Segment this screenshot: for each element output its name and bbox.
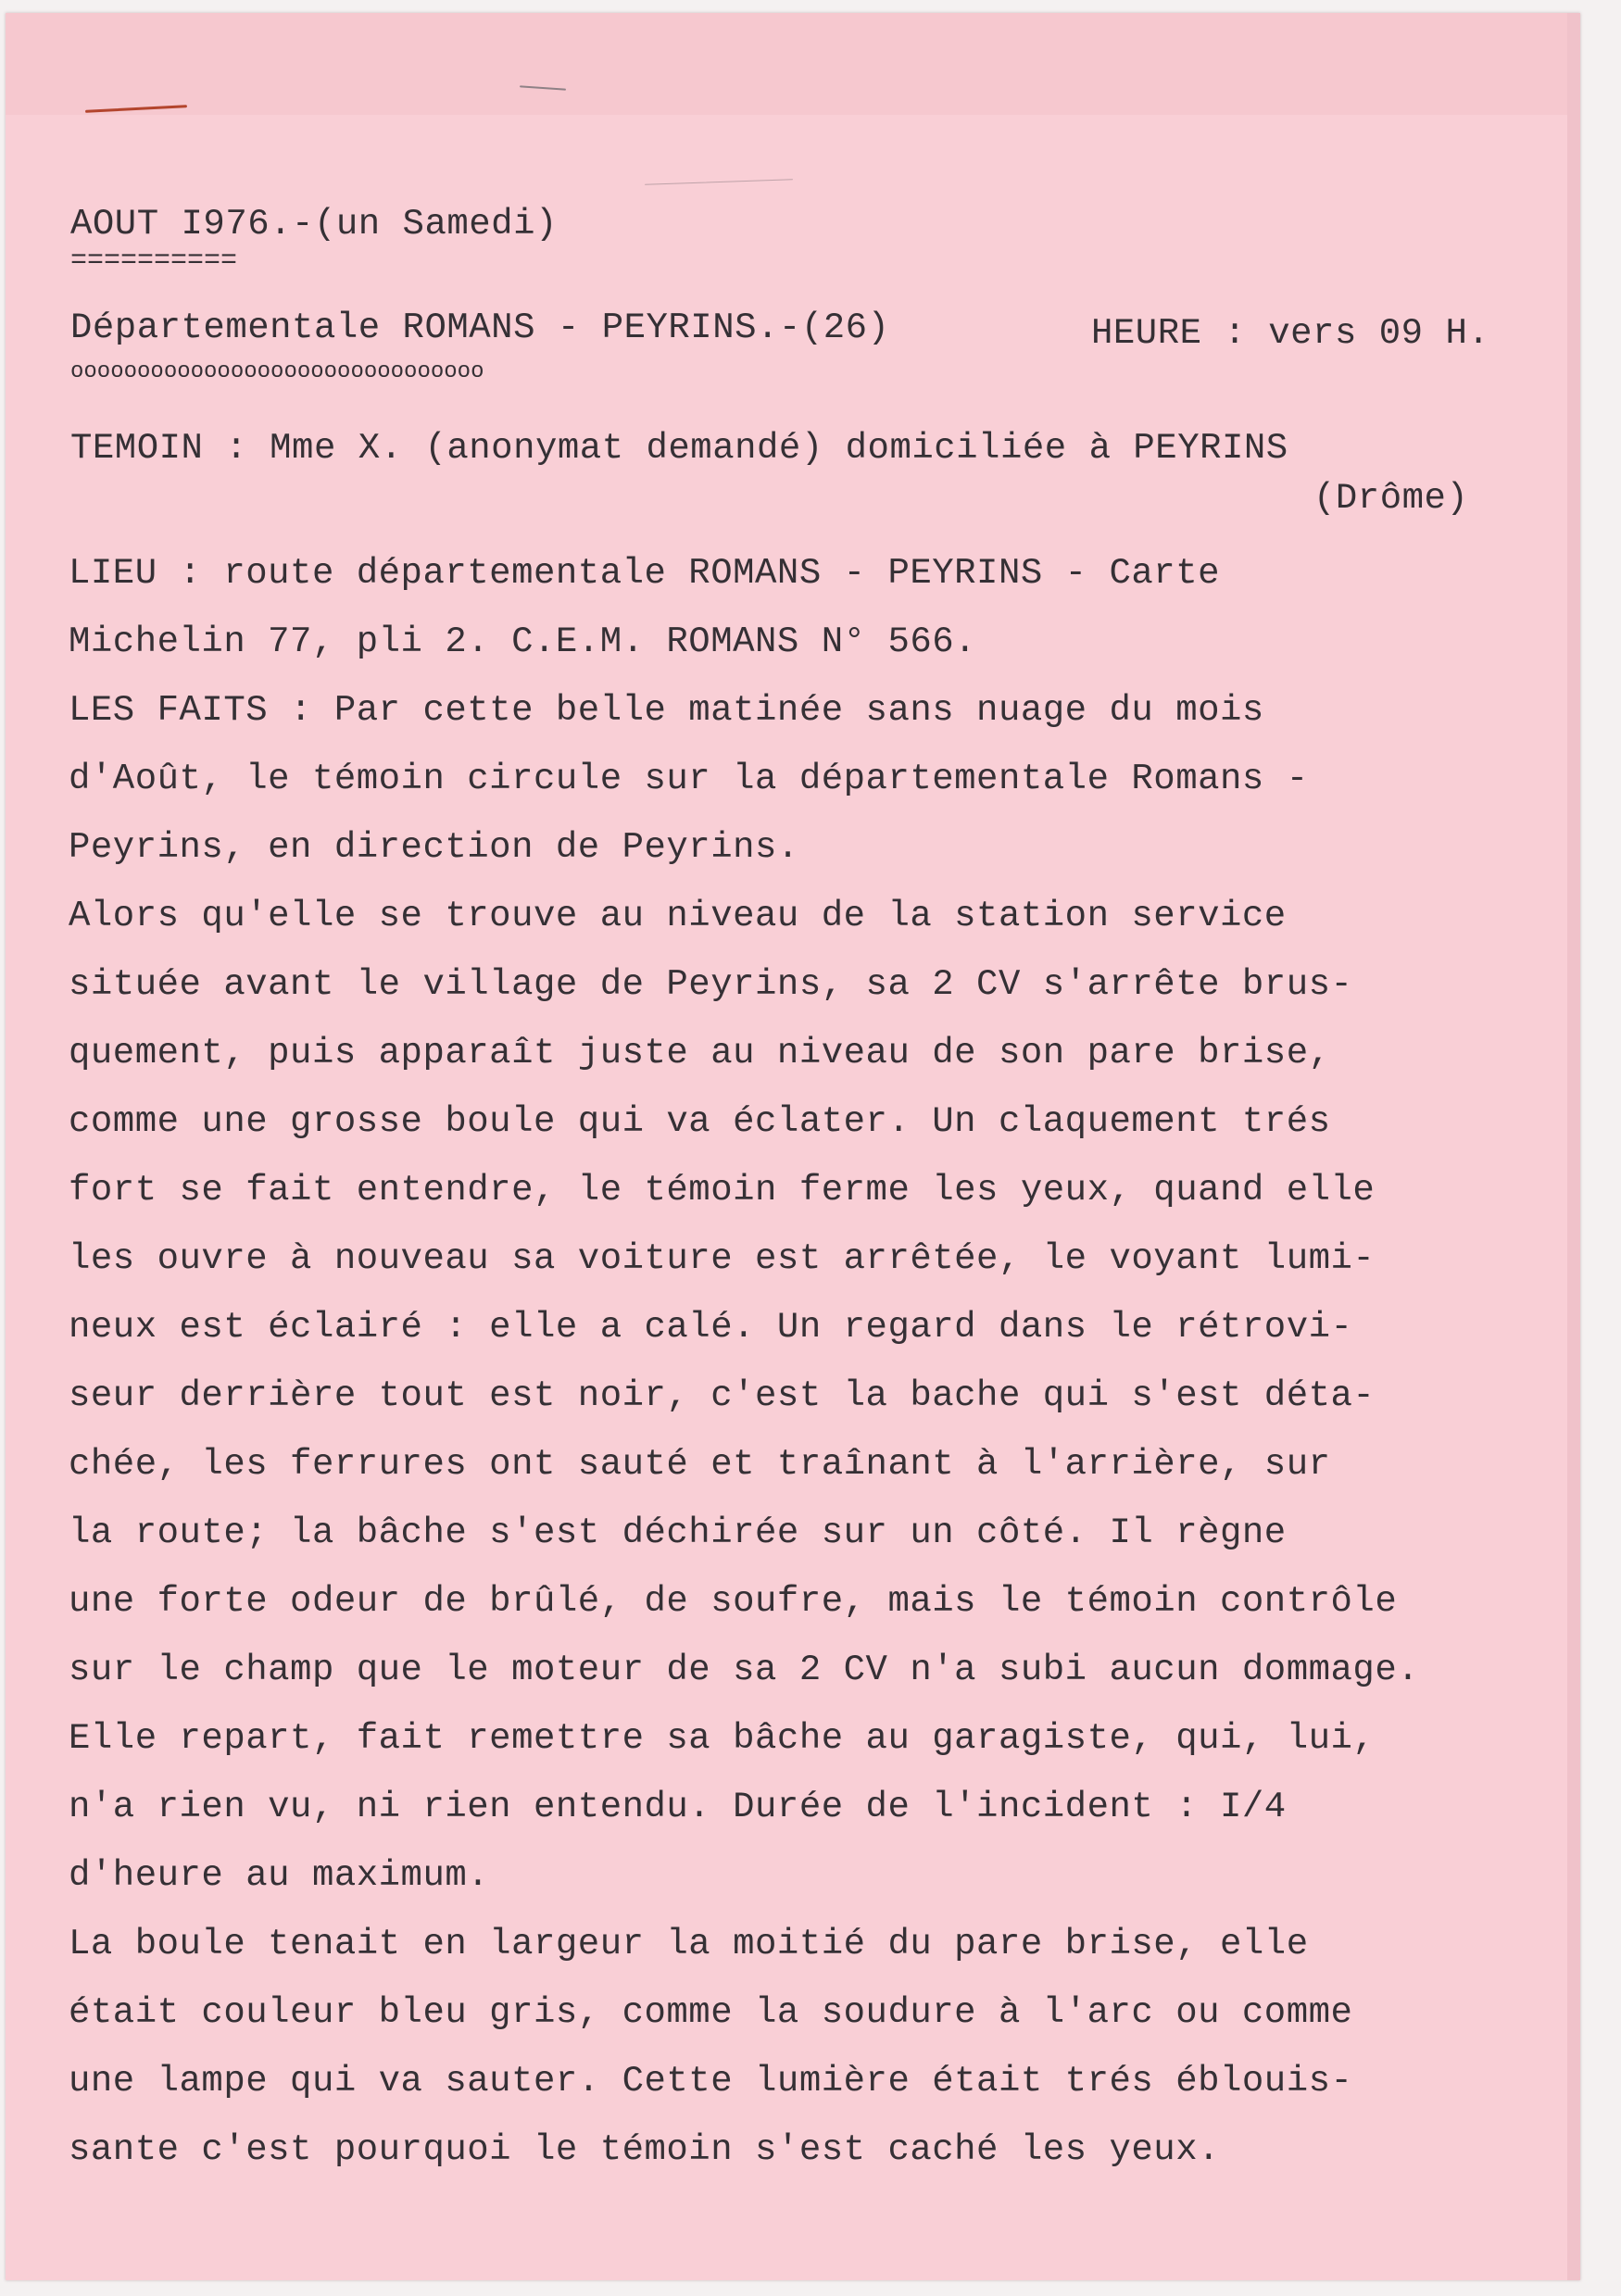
report-body bbox=[69, 539, 1419, 2184]
body-line: chée, les ferrures ont sauté et traînant à l'arrière, sur bbox=[69, 1444, 1331, 1485]
pencil-mark bbox=[520, 85, 566, 90]
time-of-event: HEURE : vers 09 H. bbox=[1091, 313, 1490, 354]
body-line: n'a rien vu, ni rien entendu. Durée de l'incident : I/4 bbox=[69, 1787, 1287, 1827]
body-line: sante c'est pourquoi le témoin s'est caché les yeux. bbox=[69, 2129, 1220, 2170]
faint-stroke bbox=[645, 179, 793, 185]
heading-underline: ========== bbox=[70, 245, 238, 277]
body-line: Elle repart, fait remettre sa bâche au garagiste, qui, lui, bbox=[69, 1718, 1376, 1759]
body-line: d'Août, le témoin circule sur la départementale Romans - bbox=[69, 759, 1309, 799]
body-line: neux est éclairé : elle a calé. Un regard dans le rétrovi- bbox=[69, 1307, 1353, 1348]
body-line: seur derrière tout est noir, c'est la bache qui s'est déta- bbox=[69, 1375, 1376, 1416]
body-line: la route; la bâche s'est déchirée sur un côté. Il règne bbox=[69, 1512, 1287, 1553]
pen-mark bbox=[85, 105, 187, 113]
body-line: comme une grosse boule qui va éclater. Un claquement trés bbox=[69, 1101, 1331, 1142]
body-line: était couleur bleu gris, comme la soudure à l'arc ou comme bbox=[69, 1992, 1353, 2033]
body-line: située avant le village de Peyrins, sa 2 CV s'arrête brus- bbox=[69, 964, 1353, 1005]
body-line: La boule tenait en largeur la moitié du pare brise, elle bbox=[69, 1924, 1309, 1964]
road-title-underline: ooooooooooooooooooooooooooooooo bbox=[70, 359, 484, 384]
body-line: d'heure au maximum. bbox=[69, 1855, 490, 1896]
body-line: les ouvre à nouveau sa voiture est arrêtée, le voyant lumi- bbox=[69, 1238, 1376, 1279]
body-line: Alors qu'elle se trouve au niveau de la station service bbox=[69, 896, 1287, 936]
road-title: Départementale ROMANS - PEYRINS.-(26) bbox=[70, 307, 890, 348]
witness-region: (Drôme) bbox=[1313, 478, 1469, 519]
body-line: quement, puis apparaît juste au niveau de son pare brise, bbox=[69, 1033, 1331, 1073]
body-line: Peyrins, en direction de Peyrins. bbox=[69, 827, 799, 868]
body-line: LES FAITS : Par cette belle matinée sans nuage du mois bbox=[69, 690, 1264, 731]
report-date-heading: AOUT I976.-(un Samedi) bbox=[70, 204, 558, 245]
body-line: sur le champ que le moteur de sa 2 CV n'a subi aucun dommage. bbox=[69, 1650, 1420, 1690]
body-line: une lampe qui va sauter. Cette lumière était trés éblouis- bbox=[69, 2061, 1353, 2102]
page-edge bbox=[1567, 13, 1580, 2280]
witness-line: TEMOIN : Mme X. (anonymat demandé) domiciliée à PEYRINS bbox=[70, 428, 1288, 469]
body-line: fort se fait entendre, le témoin ferme les yeux, quand elle bbox=[69, 1170, 1376, 1211]
body-line: Michelin 77, pli 2. C.E.M. ROMANS N° 566. bbox=[69, 621, 977, 662]
body-line: LIEU : route départementale ROMANS - PEYRINS - Carte bbox=[69, 553, 1220, 594]
pink-document-page bbox=[6, 13, 1580, 2280]
body-line: une forte odeur de brûlé, de soufre, mais le témoin contrôle bbox=[69, 1581, 1398, 1622]
